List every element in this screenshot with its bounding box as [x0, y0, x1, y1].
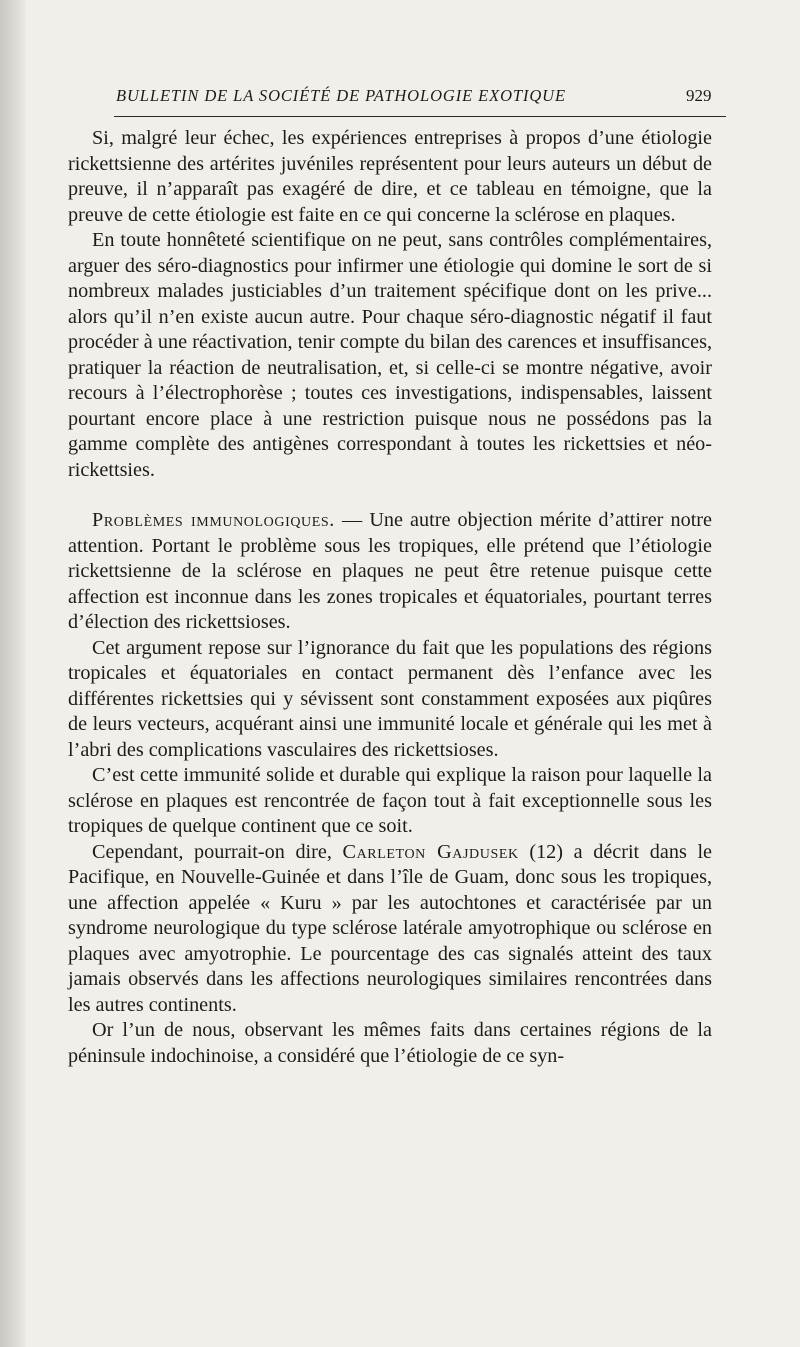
paragraph-6-text: (12) a décrit dans le Pacifique, en Nouvelle-Guinée et dans l’île de Guam, donc sous les tropiques, une affection appelée « Kuru » par les autochtones et caractérisée par un syndrome neurologique du type sclérose latérale amyotrophique ou sclérose en plaques avec amyotrophie. Le pourcentage des cas signalés atteint des taux jamais observés dans les affections neurologiques similaires rencontrées dans les autres continents.: [68, 840, 713, 1016]
page-number: 929: [686, 86, 712, 105]
cited-author: Carleton Gajdusek: [342, 840, 519, 863]
section-heading: Problèmes immunologiques.: [92, 509, 335, 531]
paragraph-6: [68, 840, 712, 1019]
paragraph-3: [68, 508, 712, 636]
paragraph-4: Cet argument repose sur l’ignorance du fait que les populations des régions tropicales et équatoriales en contact permanent dès l’enfance avec les différentes rickettsies qui y sévissent sont constamment exposées aux piqûres de leurs vecteurs, acquérant ainsi une immunité locale et générale qui les met à l’abri des complications vasculaires des rickettsioses.: [68, 636, 712, 761]
article-body: [68, 126, 712, 1069]
paragraph-7: Or l’un de nous, observant les mêmes faits dans certaines régions de la péninsule indochinoise, a considéré que l’étiologie de ce syn-: [68, 1019, 712, 1067]
paragraph-5: C’est cette immunité solide et durable qui explique la raison pour laquelle la sclérose en plaques est rencontrée de façon tout à fait exceptionnelle sous les tropiques de quelque continent que ce soit.: [68, 764, 712, 837]
paragraph-1: Si, malgré leur échec, les expériences entreprises à propos d’une étiologie rickettsienne des artérites juvéniles représentent pour leurs auteurs un début de preuve, il n’apparaît pas exagéré de dire, et ce tableau en témoigne, que la preuve de cette étiologie est faite en ce qui concerne la sclérose en plaques.: [68, 127, 712, 226]
paragraph-6-lead: Cependant, pourrait-on dire,: [92, 840, 343, 863]
header-rule: [114, 116, 726, 117]
paragraph-2: En toute honnêteté scientifique on ne peut, sans contrôles complémentaires, arguer des séro-diagnostics pour infirmer une étiologie qui domine le sort de si nombreux malades justiciables d’un traitement spécifique dont on les prive... alors qu’il n’en existe aucun autre. Pour chaque séro-diagnostic négatif il faut procéder à une réactivation, tenir compte du bilan des carences et insuffisances, pratiquer la réaction de neutralisation, et, si celle-ci se montre négative, avoir recours à l’électrophorèse ; toutes ces investigations, indispensables, laissent pourtant encore place à une restriction puisque nous ne possédons pas la gamme complète des antigènes correspondant à toutes les rickettsies et néo-rickettsies.: [68, 229, 712, 481]
running-head-title: BULLETIN DE LA SOCIÉTÉ DE PATHOLOGIE EXOTIQUE: [116, 86, 566, 105]
page-spine-shadow: [0, 0, 26, 1347]
paragraph-3-text: — Une autre objection mérite d’attirer notre attention. Portant le problème sous les tropiques, elle prétend que l’étiologie rickettsienne de la sclérose en plaques ne peut être retenue puisque cette affection est inconnue dans les zones tropicales et équatoriales, pourtant terres d’élection des rickettsioses.: [68, 509, 712, 633]
